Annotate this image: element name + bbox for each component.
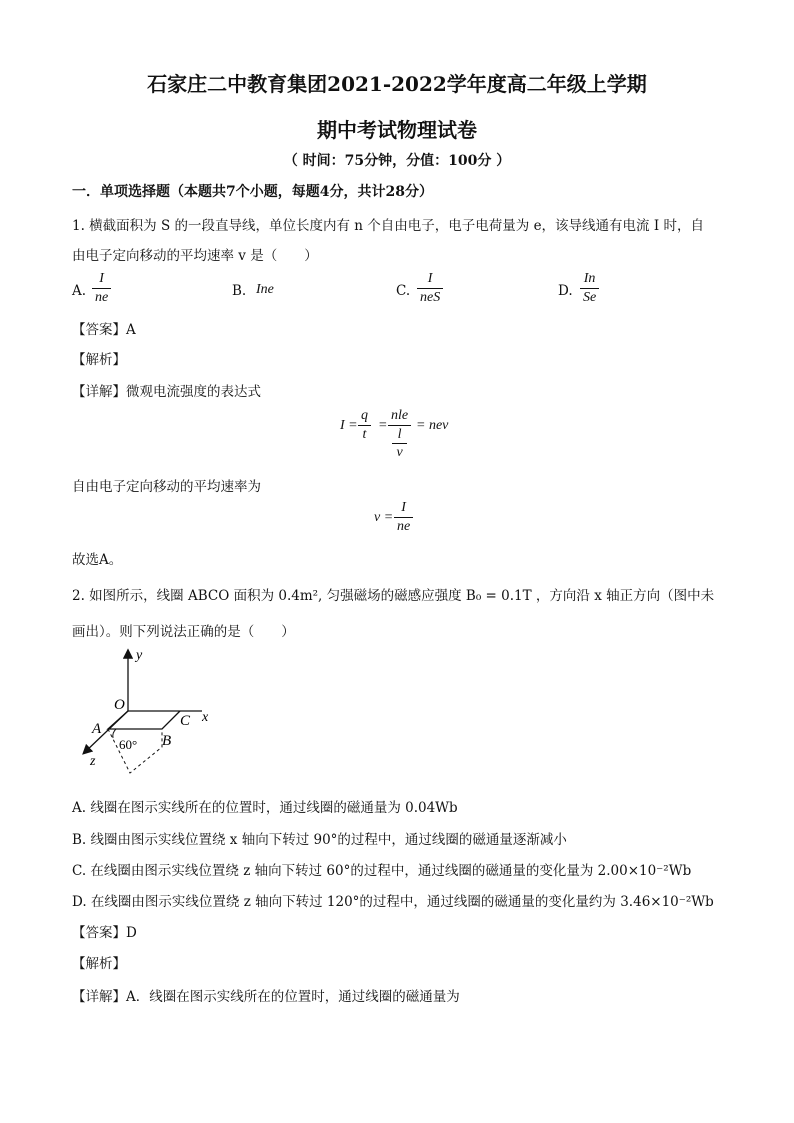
q2-option-a: A. 线圈在图示实线所在的位置时，通过线圈的磁通量为 0.04Wb (72, 800, 458, 816)
fraction-denominator: v (396, 445, 403, 460)
fraction-nle-over-l-v (388, 408, 411, 461)
q1-speed-text: 自由电子定向移动的平均速率为 (72, 479, 261, 495)
fraction (417, 271, 443, 306)
fraction-denominator: ne (397, 519, 411, 534)
label-o: O (114, 697, 125, 713)
label-b: B (162, 733, 172, 749)
fraction-numerator: I (401, 500, 406, 515)
fraction-denominator: t (362, 427, 367, 442)
q2-option-c: C. 在线圈由图示实线位置绕 z 轴向下转过 60°的过程中，通过线圈的磁通量的变化量为 2.00×10⁻²Wb (72, 863, 692, 879)
coil-outline (108, 711, 180, 729)
fraction-denominator: neS (420, 290, 441, 305)
label-c: C (180, 713, 191, 729)
q1-stem-line1: 1. 横截面积为 S 的一段直导线，单位长度内有 n 个自由电子，电子电荷量为 e，该导线通有电流 I 时，自 (72, 218, 704, 234)
fraction-numerator: nle (391, 408, 409, 423)
option-label: C. (396, 283, 411, 299)
option-label: D. (558, 283, 573, 299)
fraction-numerator: In (583, 271, 596, 286)
option-label: B. (232, 283, 247, 299)
fraction-numerator: I (427, 271, 433, 286)
eq-equals: = (378, 418, 388, 433)
q2-stem-line1: 2. 如图所示，线圈 ABCO 面积为 0.4m², 匀强磁场的磁感应强度 B₀ = 0.1T ，方向沿 x 轴正方向（图中未 (72, 588, 715, 604)
fraction (394, 500, 413, 535)
label-a: A (92, 721, 102, 737)
q1-stem-line2: 由电子定向移动的平均速率 v 是（ ） (72, 248, 318, 264)
angle-arc (113, 729, 116, 738)
q1-detail: 【详解】微观电流强度的表达式 (72, 384, 261, 400)
fraction (92, 271, 111, 306)
q2-answer: 【答案】D (72, 925, 137, 941)
q2-stem-line2: 画出）。则下列说法正确的是（ ） (72, 624, 295, 640)
q2-option-d: D. 在线圈由图示实线位置绕 z 轴向下转过 120°的过程中，通过线圈的磁通量的变化量约为 3.46×10⁻²Wb (72, 894, 714, 910)
option-text: Ine (256, 282, 274, 297)
fraction-denominator: Se (583, 290, 597, 305)
label-x: x (202, 710, 209, 725)
q2-analysis: 【解析】 (72, 956, 126, 972)
fraction-q-over-t (358, 408, 371, 443)
label-angle: 60° (119, 737, 138, 752)
label-z: z (90, 754, 96, 769)
q2-option-b: B. 线圈由图示实线位置绕 x 轴向下转过 90°的过程中，通过线圈的磁通量逐渐减小 (72, 832, 567, 848)
fraction-denominator: ne (95, 290, 109, 305)
fraction-numerator: I (99, 271, 104, 286)
eq-lhs: I = (340, 418, 358, 433)
fraction (580, 271, 599, 306)
fraction-denominator: l (397, 427, 402, 442)
eq-rhs: = nev (416, 418, 449, 433)
page-subtitle-title: 期中考试物理试卷 (317, 118, 477, 142)
option-label: A. (72, 283, 87, 299)
exam-info: （ 时间：75分钟，分值：100分 ） (283, 153, 511, 169)
q1-conclusion: 故选A。 (72, 552, 123, 568)
section-heading: 一．单项选择题（本题共7个小题，每题4分，共计28分） (72, 184, 433, 200)
q1-analysis: 【解析】 (72, 352, 126, 368)
fraction-numerator: q (361, 408, 368, 423)
q2-detail: 【详解】A．线圈在图示实线所在的位置时，通过线圈的磁通量为 (72, 989, 460, 1005)
label-y: y (136, 648, 143, 663)
coil-diagram (80, 645, 230, 775)
page-title: 石家庄二中教育集团2021-2022学年度高二年级上学期 (147, 72, 647, 96)
eq-lhs: v = (374, 510, 394, 525)
q1-answer: 【答案】A (72, 322, 136, 338)
